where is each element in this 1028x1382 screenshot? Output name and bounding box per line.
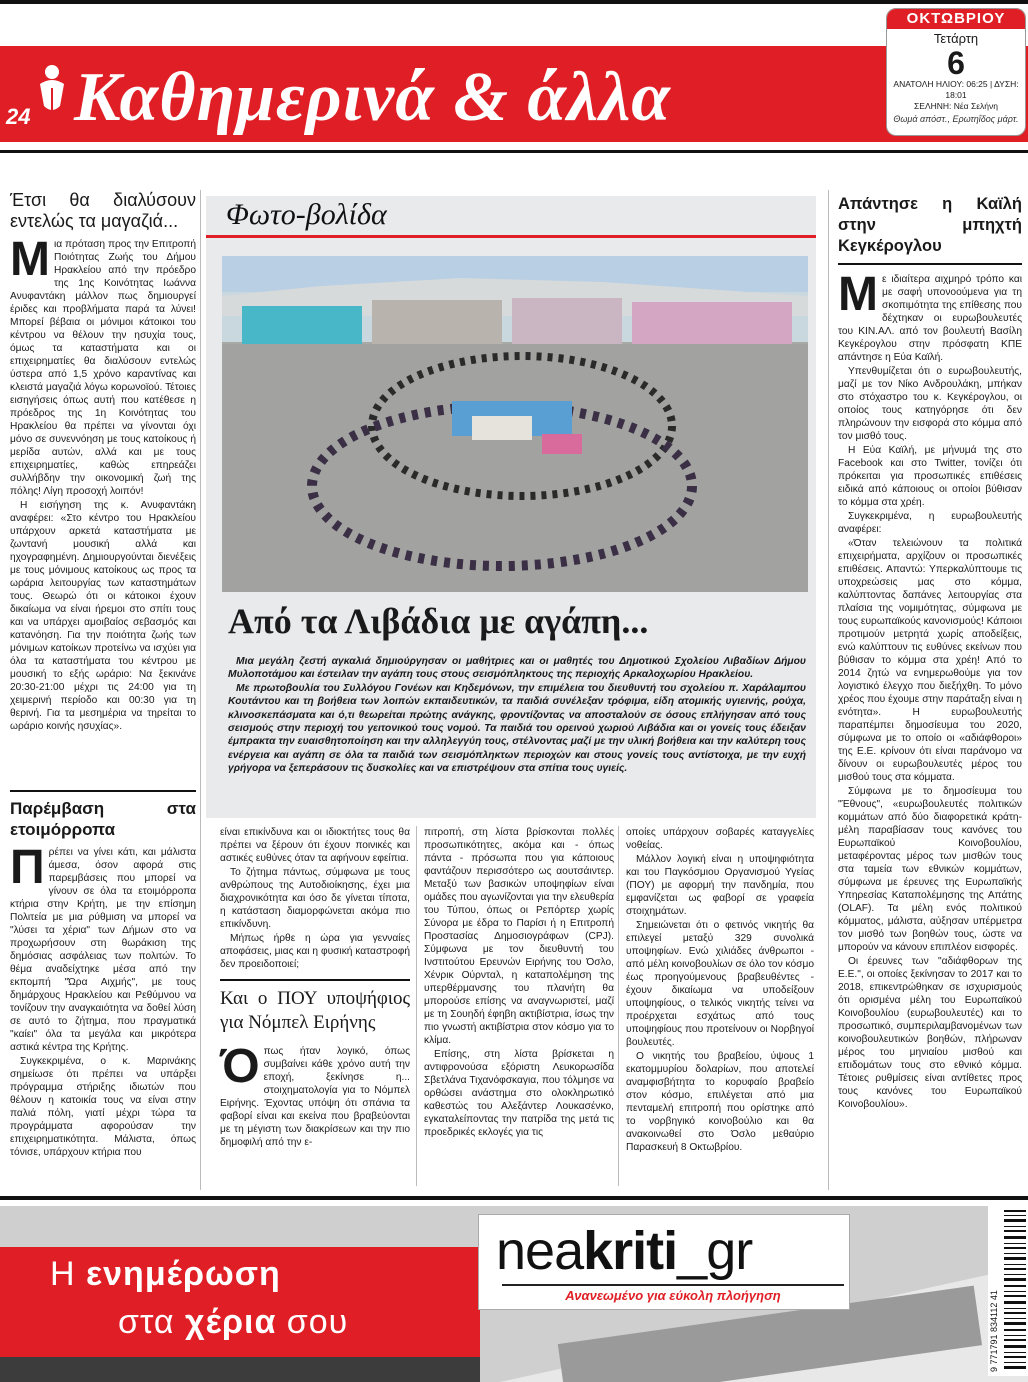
middle-column-3 bbox=[626, 826, 814, 1155]
brand-part: _gr bbox=[677, 1221, 753, 1281]
ad-slogan-line-1 bbox=[50, 1255, 281, 1294]
date-box bbox=[886, 8, 1026, 136]
barcode bbox=[988, 1206, 1028, 1376]
ad-text: στα bbox=[118, 1303, 186, 1341]
right-para: Υπενθυμίζεται ότι ο ευρωβουλευτής, μαζί με τον Νίκο Ανδρουλάκη, μπήκαν στο στόχαστρο του κ. Κεγκέρογλου, οι οποίος τους κατηγόρησε ότι δεν πληρώνουν την εισφορά στο κόμμα από τον μισθό τους. bbox=[838, 366, 1022, 442]
article-1-para: Η εισήγηση της κ. Ανυφαντάκη αναφέρει: «Στο κέντρο του Ηρακλείου υπάρχουν αρκετά καταστήματα με ζωντανή μουσική αλλά και ηχογραφημένη. Δημιουργούνται διενέξεις με τους μόνιμους κατοίκους ως προς τα ωράρια λειτουργίας των καταστημάτων τους. Θεωρώ ότι οι κάτοικοι έχουν δικαίωμα να είναι ήρεμοι στο σπίτι τους και να υπάρχει αμοιβαίος σεβασμός και κατανόηση. Για την ποιότητα ζωής των μόνιμων κατοίκων προτείνω να ισχύει για όλα τα καταστήματα του κέντρου με μουσική το εξής ωράριο: Να ξεκινάνε 20:30-21:00 μέχρι τις 24:00 για τη χειμερινή περίοδο και 00:30 για τη θερινή. Για τα μεσημέρια να τηρείται το ωράριο κοινής ησυχίας». bbox=[10, 500, 196, 732]
body-para: Ο νικητής του βραβείου, ύψους 1 εκατομμυρίου δολαρίων, που αποτελεί αναμφισβήτητα το κορυφαίο βραβείο στον κόσμο, επιλέγεται από μια πενταμελή επιτροπή που ορίστηκε από το νορβηγικό κοινοβούλιο και θα ανακοινωθεί στο Όσλο μεθαύριο Παρασκευή 8 Οκτωβρίου. bbox=[626, 1051, 814, 1153]
ad-top-rule bbox=[0, 1196, 1028, 1200]
namedays: Θωμά απόστ., Ερωτηΐδος μάρτ. bbox=[893, 114, 1019, 124]
right-para: «Όταν τελειώνουν τα πολιτικά επιχειρήματα, αρχίζουν οι προσωπικές επιθέσεις. Απαντώ: Υπερκαλύπτουμε τις υποχρεώσεις μας στο κόμμα, καλύπτοντας δαπάνες λειτουργίας στα πλαίσια της νομιμότητας, σύμφωνα με τους ευρωπαϊκούς κανονισμούς! Κάποιοι προτιμούν μετρητά χωρίς αποδείξεις, ενώ καλύπτουν τις ευθύνες εκείνων που βύθισαν το κόμμα στα χρέη! Από το 2014 ζητώ να ενημερωθούμε για τον λογιστικό έλεγχο που διεξήχθη. Το μόνο χρέος που έχουμε στην παράταξη είναι η ενότητα». Η ευρωβουλευτής παραπέμπει δημοσίευμα του 2020, σύμφωνα με το οποίο οι «αδιάφθοροι» της Ε.Ε. κρίνουν ότι είναι παράνομο να δίνουν οι ευρωβουλευτές μέρος του μισθού τους στα κόμματα. bbox=[838, 538, 1022, 783]
right-para: ε ιδιαίτερα αιχμηρό τρόπο και με σαφή υπονοούμενα για τη σκοπιμότητα της επίθεσης που δέχτηκαν οι ευρωβουλευτές του ΚΙΝ.ΑΛ. από τον βουλευτή Βασίλη Κεγκέρογλου στην πρόσφατη ΚΠΕ απάντησε η Εύα Καϊλή. bbox=[838, 274, 1022, 363]
body-para: είναι επικίνδυνα και οι ιδιοκτήτες τους θα πρέπει να ξέρουν ότι έχουν ποινικές και αστικές ευθύνες όταν τα αφήνουν εφείπια. bbox=[220, 827, 410, 864]
body-para: Σημειώνεται ότι ο φετινός νικητής θα επιλεγεί μεταξύ 329 συνολικά υποψηφίων. Ενώ χιλιάδες άνθρωποι - από μέλη κοινοβουλίων σε όλο τον κόσμο έως προηγούμενους βραβευθέντες - έχουν δικαίωμα να υποδείξουν υποψηφίους, ο τελικός νικητής τείνει να προέρχεται εσχάτως από τους υποψηφίους που προτείνουν οι Νορβηγοί βουλευτές. bbox=[626, 920, 814, 1048]
ad-text-bold: χέρια bbox=[185, 1303, 277, 1341]
drop-cap: Π bbox=[10, 841, 45, 894]
column-divider bbox=[618, 826, 619, 1186]
ad-text: σου bbox=[276, 1303, 349, 1341]
brand-part: kriti bbox=[583, 1221, 678, 1281]
header-bottom-rule bbox=[0, 150, 1028, 153]
masthead-title: Καθημερινά & άλλα bbox=[74, 59, 671, 136]
date-month: ΟΚΤΩΒΡΙΟΥ bbox=[887, 9, 1025, 29]
right-para: Συγκεκριμένα, η ευρωβουλευτής αναφέρει: bbox=[838, 511, 1022, 535]
column-divider bbox=[200, 190, 201, 1190]
right-para: Οι έρευνες των "αδιάφθορων της Ε.Ε.", οι οποίες ξεκίνησαν το 2017 και το 2018, επικεντρώθηκαν σε ισχυρισμούς ότι ορισμένα μέλη του Ευρωπαϊκού Κοινοβουλίου (ευρωβουλευτές) και το προσωπικό, συμπεριλαμβανομένων των κοινοβουλευτικών βοηθών, πλήρωναν μέρος του μηνιαίου μισθού και επιδομάτων τους στο εθνικό κόμμα. Τέτοιες ρυθμίσεις είναι αντίθετες προς τους κανόνες του Ευρωπαϊκού Κοινοβουλίου». bbox=[838, 956, 1022, 1110]
barcode-digits: 9 771791 834112 41 bbox=[989, 1290, 999, 1372]
right-para: Η Εύα Καϊλή, με μήνυμά της στο Facebook και στο Twitter, τονίζει ότι πρόκειται για προσωπικές επιθέσεις ειδικά από κάποιους οι οποίοι βύθισαν το κόμμα στα χρέη. bbox=[838, 445, 1022, 508]
article-2-para: ρέπει να γίνει κάτι, και μάλιστα άμεσα, όσον αφορά στις παρεμβάσεις που μπορεί να γίνουν σε όλα τα ετοιμόρροπα κτήρια στην Κρήτη, με την επίσημη Πολιτεία με μια ρύθμιση να μπορεί να "λύσει τα χέρια" των Δήμων στο να προχωρήσουν στη θωράκιση της δημόσιας ασφάλειας των πολιτών. Το θέμα αναδείχτηκε μέσα από την εκπομπή "Ώρα Αιχμής", με τους δημάρχους Ηρακλείου και Ρεθύμνου να τονίζουν την αναγκαιότητα να δοθεί λύση σε αυτό το ζήτημα, που πραγματικά "καίει" όλα τα μεγάλα και μικρότερα αστικά κέντρα της Κρήτης. bbox=[10, 847, 196, 1053]
right-article-headline: Απάντησε η Καϊλή στην μπηχτή Κεγκέρογλου bbox=[838, 195, 1022, 255]
section-rule bbox=[838, 263, 1022, 265]
right-article bbox=[838, 194, 1022, 1112]
body-para: πιτροπή, στη λίστα βρίσκονται πολλές προσωπικότητες, ακόμα και - όπως πάντα - πρόσωπα που για κάποιους φαντάζουν περισσότερο ως αουτσάιντερ. Μεταξύ των βασικών υποψηφίων είναι ομάδες που αγωνίζονται για την ελευθερία του Τύπου, όπως οι Ρεπόρτερ χωρίς Σύνορα με έδρα το Παρίσι ή η Επιτροπή Προστασίας Δημοσιογράφων (CPJ). Σύμφωνα με τον διευθυντή του Ινστιτούτου Ερευνών Ειρήνης του Όσλο, Χένρικ Ούρνταλ, η καταπολέμηση της υπερθέρμανσης του πλανήτη θα μπορούσε επίσης να αναγνωριστεί, μαζί με τη Σουηδή έφηβη ακτιβίστρια, ίσως την πιο γνωστή ακτιβίστρια στον κόσμο για το κλίμα. bbox=[424, 827, 614, 1046]
drop-cap: Ό bbox=[220, 1040, 260, 1093]
drop-cap: Μ bbox=[838, 268, 878, 321]
ad-text-bold: ενημέρωση bbox=[86, 1255, 281, 1293]
moon-phase: ΣΕΛΗΝΗ: Νέα Σελήνη bbox=[914, 101, 998, 111]
section-rule bbox=[220, 979, 410, 981]
sun-times: ΑΝΑΤΟΛΗ ΗΛΙΟΥ: 06:25 | ΔΥΣΗ: 18:01 bbox=[893, 79, 1019, 100]
feature-headline: Από τα Λιβάδια με αγάπη... bbox=[228, 601, 649, 641]
brand-rule bbox=[502, 1284, 844, 1286]
ad-text: Η bbox=[50, 1255, 86, 1293]
date-weekday: Τετάρτη bbox=[933, 31, 979, 46]
body-para: πως ήταν λογικό, όπως συμβαίνει κάθε χρόνο αυτή την εποχή, ξεκίνησε η... στοιχηματολογία για το Νόμπελ Ειρήνης. Έχοντας υπόψη ότι σπάνια τα φαβορί είναι και εκείνα που βραβεύονται με τη μέγιστη των διακρίσεων και την πιο δημοφιλή από την ε- bbox=[220, 1046, 410, 1148]
middle-column-2 bbox=[424, 826, 614, 1140]
nobel-headline: Και ο ΠΟΥ υποψήφιος για Νόμπελ Ειρήνης bbox=[220, 988, 410, 1033]
section-rule bbox=[10, 790, 196, 792]
quill-logo-icon bbox=[34, 62, 70, 122]
left-article-1 bbox=[10, 190, 196, 734]
feature-label: Φωτο-βολίδα bbox=[226, 198, 387, 231]
feature-body bbox=[228, 655, 806, 776]
column-divider bbox=[416, 826, 417, 1186]
middle-column-1 bbox=[220, 826, 410, 1150]
body-para: Επίσης, στη λίστα βρίσκεται η αντιφρονούσα εξόριστη Λευκορωσίδα Σβετλάνα Τιχανόφσκαγια, που τόλμησε να ορθώσει ανάστημα στο ολοκληρωτικό καθεστώς του Αλεξάντερ Λουκασένκο, εγκαταλείποντας την πατρίδα της μετά τις προεδρικές εκλογές για τις bbox=[424, 1049, 614, 1138]
left-article-2 bbox=[10, 798, 196, 1160]
article-2-para: Συγκεκριμένα, ο κ. Μαρινάκης σημείωσε ότι πρέπει να υπάρξει πρόγραμμα στήριξης ιδιωτών που θέλουν η κατοικία τους να είναι στην παλιά πόλη, γιατί μέχρι τώρα τα προγράμματα αφορούσαν την επιχειρηματικότητα. Μάλιστα, όπως τόνισε, υπάρχουν κτήρια που bbox=[10, 1056, 196, 1158]
barcode-icon bbox=[988, 1206, 1028, 1376]
body-para: Μήπως ήρθε η ώρα για γενναίες αποφάσεις, μιας και η φυσική καταστροφή δεν προειδοποιεί; bbox=[220, 933, 410, 970]
page-number: 24 bbox=[6, 104, 31, 129]
ad-slogan-line-2 bbox=[118, 1303, 348, 1342]
brand-logo[interactable] bbox=[496, 1220, 752, 1282]
right-para: Σύμφωνα με το δημοσίευμα του "Έθνους", «ευρωβουλευτές πολιτικών κομμάτων από δύο διαφορετικά κράτη-μέλη παραβίασαν τους κανόνες του Ευρωπαϊκού Κοινοβουλίου, μεταφέροντας μέρος των μισθών τους στα ταμεία των εθνικών κομμάτων, σύμφωνα με έρευνες της Ευρωπαϊκής Υπηρεσίας Καταπολέμησης της Απάτης (OLAF). Τα μέλη ενός πολιτικού κόμματος, μάλιστα, αύξησαν υπέρμετρα τον μισθό των βοηθών τους, ώστε να μπορούν να κάνουν επιπλέον εισφορές. bbox=[838, 786, 1022, 953]
article-1-headline: Έτσι θα διαλύσουν εντελώς τα μαγαζιά... bbox=[10, 190, 196, 231]
column-divider bbox=[828, 190, 829, 1190]
feature-para: Με πρωτοβουλία του Συλλόγου Γονέων και Κηδεμόνων, την επιμέλεια του διευθυντή του σχολείου π. Χαράλαμπου Κουτάντου και τη βοήθεια των λοιπών εκπαιδευτικών, τα παιδιά συνέλεξαν τρόφιμα, είδη ατομικής υγιεινής, ρούχα, κλινοσκεπάσματα και ό,τι θεωρείται πρώτης ανάγκης, φροντίζοντας να αποσταλούν σε όσους επλήγησαν από τους σεισμούς στην περιοχή του γειτονικού τους νομού. Τα παιδιά του ορεινού χωριού Λιβάδια και οι γονείς τους έδειξαν έμπρακτα την ευαισθητοποίηση και την αλληλεγγύη τους, στέλνοντας μαζί με την υλική βοήθεια και την καλύτερη τους ενέργεια και αγάπη σε όλα τα παιδιά των σεισμόπληκτων περιοχών και στους γονείς τους αντίστοιχα, με την ευχή γρήγορα να ξεπεράσουν τις δυσκολίες και να επιστρέψουν στα σπίτια τους υγιείς. bbox=[228, 682, 806, 775]
top-rule bbox=[0, 0, 1028, 4]
brand-part: nea bbox=[496, 1221, 584, 1281]
date-day: 6 bbox=[947, 45, 965, 81]
feature-photo bbox=[222, 256, 808, 592]
article-1-para: ια πρόταση προς την Επιτροπή Ποιότητας Ζωής του Δήμου Ηρακλείου από την πρόεδρο της 1ης Κοινότητας Ιωάννα Ανυφαντάκη μάλλον πως δημιουργεί έριδες και προβλήματα παρά τα λύνει! Μπορεί βέβαια οι μόνιμοι κάτοικοι του κέντρου να θέλουν την ησυχία τους, όμως τα καταστήματα και οι επιχειρηματίες θα διαλύσουν εντελώς ύστερα από 1,5 χρόνο καραντίνας και κλειστά μαγαζιά λόγω κορωνοϊού. Τέτοιες εισηγήσεις όπως αυτή που κατέθεσε η πρόεδρος της 1η Κοινότητας του Ηρακλείου θα πρέπει να γίνονται όχι μόνο σε συνεννόηση με τους κατοίκους ή μερίδα αυτών, αλλά και με τους επιχειρηματίες, καθώς επηρεάζει συλλήβδην την οικονομική ζωή της πόλης! Λίγη προσοχή λοιπόν! bbox=[10, 239, 196, 497]
drop-cap: Μ bbox=[10, 233, 50, 286]
body-para: Μάλλον λογική είναι η υποψηφιότητα και του Παγκόσμιου Οργανισμού Υγείας (ΠΟΥ) με αφορμή την πανδημία, που εμφανίζεται ως φαβορί σε γραφεία στοιχημάτων. bbox=[626, 854, 814, 917]
body-para: Το ζήτημα πάντως, σύμφωνα με τους ανθρώπους της Αυτοδιοίκησης, έχει μια διαχρονικότητα και όσο δε γίνεται τίποτα, η κατάσταση διαμορφώνεται ακόμα πιο επικίνδυνη. bbox=[220, 867, 410, 930]
body-para: οποίες υπάρχουν σοβαρές καταγγελίες νοθείας. bbox=[626, 827, 814, 851]
brand-tagline: Ανανεωμένο για εύκολη πλοήγηση bbox=[565, 1288, 781, 1303]
feature-para: Μια μεγάλη ζεστή αγκαλιά δημιούργησαν οι μαθήτριες και οι μαθητές του Δημοτικού Σχολείου Λιβαδίων Δήμου Μυλοποτάμου και έστειλαν την αγάπη τους στους σεισμόπληκτους της περιοχής Αρκαλοχωρίου Ηρακλείου. bbox=[228, 656, 806, 681]
article-2-headline: Παρέμβαση στα ετοιμόρροπα bbox=[10, 799, 196, 839]
